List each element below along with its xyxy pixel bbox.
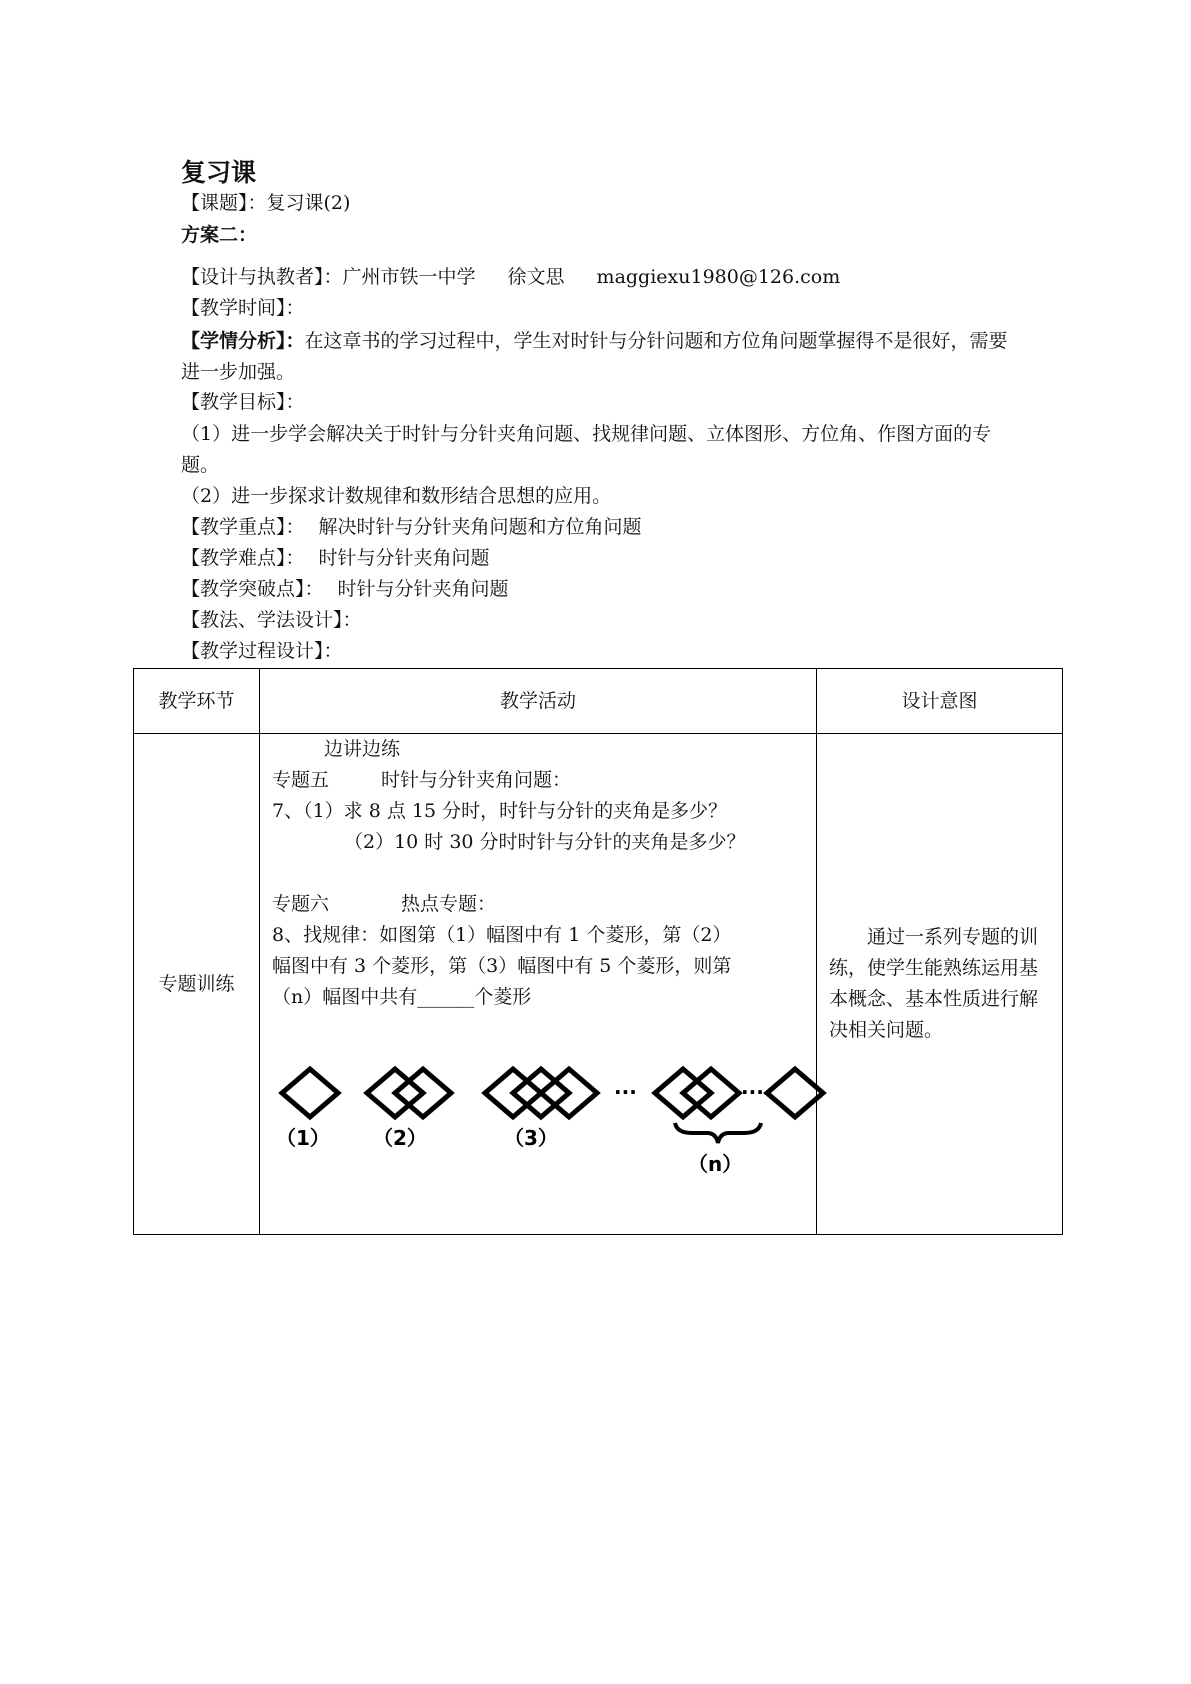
topic-six-title: 热点专题：	[401, 893, 497, 915]
plan-heading: 方案二：	[181, 224, 258, 246]
page-title: 复习课	[181, 158, 257, 187]
breakthrough-label: 【教学突破点】：	[181, 578, 324, 600]
brace-shape	[675, 1123, 761, 1143]
rhombus-shape	[282, 1069, 338, 1117]
designer-label: 【设计与执教者】：	[181, 266, 343, 288]
rhombus-pattern-figure	[260, 1059, 840, 1179]
designer-line	[181, 265, 840, 289]
process-table	[133, 668, 1063, 1235]
figure-dots-1: ···	[614, 1080, 637, 1104]
analysis-paragraph	[181, 326, 1021, 388]
figure-label-3: （3）	[504, 1126, 558, 1150]
table-header-row	[134, 669, 1063, 734]
activity-line-1: 边讲边练	[324, 738, 401, 760]
topic-label: 【课题】：	[181, 192, 267, 214]
activity-line-5	[272, 889, 808, 920]
analysis-label: 【学情分析】：	[181, 330, 305, 352]
goals-label: 【教学目标】：	[181, 391, 305, 413]
designer-email: maggiexu1980@126.com	[596, 266, 841, 288]
key-line	[181, 515, 642, 539]
difficulty-line	[181, 546, 490, 570]
activity-line-7: 幅图中有 3 个菱形，第（3）幅图中有 5 个菱形，则第	[272, 955, 732, 977]
figure-dots-2: ···	[741, 1080, 764, 1104]
analysis-text: 在这章书的学习过程中，学生对时针与分针问题和方位角问题掌握得不是很好，需要进一步加强。	[181, 330, 1008, 383]
activity-line-3: 7、（1）求 8 点 15 分时，时针与分针的夹角是多少？	[272, 800, 728, 822]
key-label: 【教学重点】：	[181, 516, 305, 538]
topic-five-title: 时针与分针夹角问题：	[381, 769, 572, 791]
rhombus-shape	[767, 1069, 823, 1117]
designer-name: 徐文思	[507, 266, 565, 288]
difficulty-label: 【教学难点】：	[181, 547, 305, 569]
figure-label-2: （2）	[373, 1126, 427, 1150]
activity-line-6: 8、找规律：如图第（1）幅图中有 1 个菱形，第（2）	[272, 924, 732, 946]
topic-six-label: 专题六	[272, 893, 330, 915]
method-label: 【教法、学法设计】：	[181, 609, 362, 631]
breakthrough-text: 时针与分针夹角问题	[337, 578, 509, 600]
designer-school: 广州市铁一中学	[342, 266, 476, 288]
activity-line-4: （2）10 时 30 分时时针与分针的夹角是多少？	[344, 831, 746, 853]
activity-line-8: （n）幅图中共有______个菱形	[272, 986, 532, 1008]
topic-line	[181, 191, 350, 215]
topic-value: 复习课(2)	[266, 192, 351, 214]
goal-1: （1）进一步学会解决关于时针与分针夹角问题、找规律问题、立体图形、方位角、作图方面的专题。	[181, 423, 992, 476]
header-activity: 教学活动	[260, 669, 817, 734]
process-label: 【教学过程设计】：	[181, 640, 343, 662]
intent-cell: 通过一系列专题的训练，使学生能熟练运用基本概念、基本性质进行解决相关问题。	[817, 734, 1063, 1235]
breakthrough-line	[181, 577, 509, 601]
key-text: 解决时针与分针夹角问题和方位角问题	[318, 516, 642, 538]
teach-time: 【教学时间】：	[181, 297, 305, 319]
goal-2: （2）进一步探求计数规律和数形结合思想的应用。	[181, 485, 612, 507]
activity-spacer	[272, 858, 808, 889]
difficulty-text: 时针与分针夹角问题	[318, 547, 490, 569]
activity-cell	[260, 734, 817, 1235]
stage-cell: 专题训练	[134, 734, 260, 1235]
figure-label-1: （1）	[276, 1126, 330, 1150]
header-intent: 设计意图	[817, 669, 1063, 734]
table-row	[134, 734, 1063, 1235]
activity-line-2	[272, 765, 808, 796]
header-stage: 教学环节	[134, 669, 260, 734]
figure-label-n: （n）	[688, 1152, 743, 1176]
topic-five-label: 专题五	[272, 769, 330, 791]
